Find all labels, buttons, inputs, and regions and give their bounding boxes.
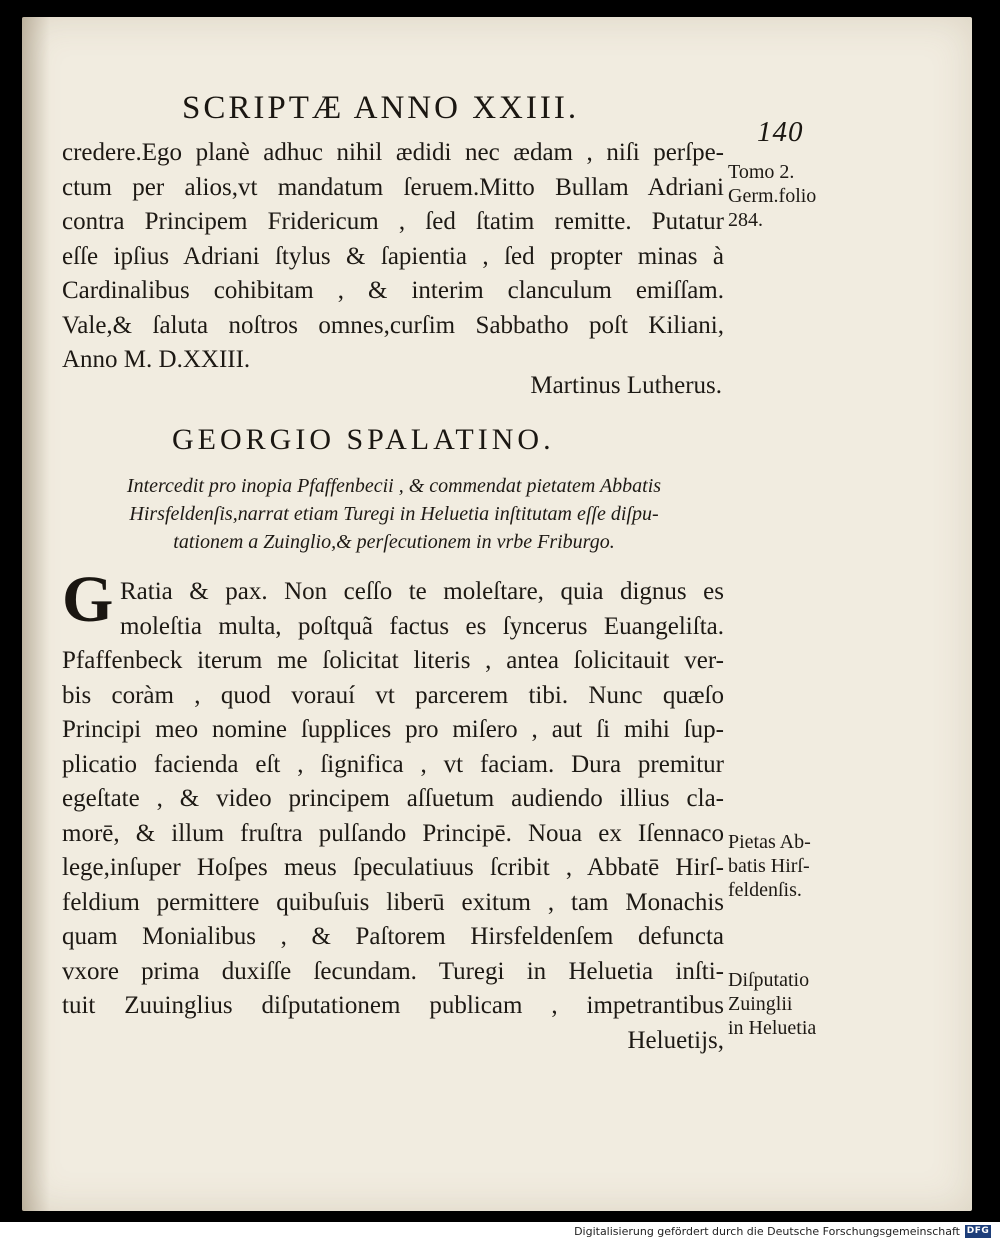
text-line: vxore prima duxiſſe ſecundam. Turegi in Heluetia inſti- [62,957,724,985]
signature: Martinus Lutherus. [530,372,722,399]
letter-summary [62,472,726,556]
text-line: lege,inſuper Hoſpes meus ſpeculatiuus ſcribit , Abbatē Hirſ- [62,854,724,881]
margin-note-line: 284. [728,209,763,231]
margin-note-line: Pietas Ab- [728,831,811,853]
dfg-logo: DFG [966,1226,990,1236]
summary-line: Intercedit pro inopia Pfaffenbecii , & commendat pietatem Abbatis [126,475,662,497]
margin-note-tomo [728,160,848,232]
running-head: SCRIPTÆ ANNO XXIII. [182,90,580,126]
text-line: Principi meo nomine ſupplices pro miſero , aut ſi mihi ſup- [62,716,724,743]
text-line: Ratia & pax. Non ceſſo te moleſtare, quia dignus es [120,578,724,605]
margin-note-line: Tomo 2. [728,161,795,183]
text-line: quam Monialibus , & Paſtorem Hirsfeldenſem defuncta [62,923,724,950]
text-line: bis coràm , quod vorauí vt parcerem tibi. Nunc quæſo [62,681,724,709]
margin-note-line: Zuinglii [728,993,793,1015]
text-line: credere.Ego planè adhuc nihil ædidi nec ædam , niſi perſpe- [62,139,724,166]
text-line: morē, & illum fruſtra pulſando Principē. Noua ex Iſennaco [62,819,724,847]
summary-line: Hirsfeldenſis,narrat etiam Turegi in Heluetia inſtitutam eſſe diſpu- [129,503,659,525]
text-line: Pfaffenbeck iterum me ſolicitat literis , antea ſolicitauit ver- [62,647,724,674]
text-line: tuit Zuuinglius diſputationem publicam , impetrantibus [62,992,724,1019]
margin-note-line: in Heluetia [728,1017,817,1039]
text-line: egeſtate , & video principem aſſuetum audiendo illius cla- [62,785,724,812]
margin-note-pietas [728,830,848,902]
text-line: Cardinalibus cohibitam , & interim clanculum emiſſam. [62,277,724,304]
letter-heading: GEORGIO SPALATINO. [172,423,555,456]
footer-bar [0,1222,1000,1241]
margin-note-line: batis Hirſ- [728,855,810,877]
margin-note-disputatio [728,968,848,1040]
text-line: plicatio facienda eſt , ſignifica , vt faciam. Dura premitur [62,750,724,778]
text-line: moleſtia multa, poſtquã factus es ſyncerus Euangeliſta. [120,612,724,640]
text-line: eſſe ipſius Adriani ſtylus & ſapientia , ſed propter minas à [62,242,724,270]
text-line: ctum per alios,vt mandatum ſeruem.Mitto Bullam Adriani [62,173,724,201]
text-line: Vale,& ſaluta noſtros omnes,curſim Sabbatho poſt Kiliani, [62,311,724,339]
margin-note-line: Germ.folio [728,185,817,207]
letter-conclusion [62,136,724,378]
folio-number: 140 [757,116,804,148]
summary-line: tationem a Zuinglio,& perſecutionem in vrbe Friburgo. [173,531,615,553]
drop-capital: G [62,563,114,636]
text-line: contra Principem Fridericum , ſed ſtatim remitte. Putatur [62,208,724,235]
margin-note-line: feldenſis. [728,879,802,901]
margin-note-line: Diſputatio [728,969,810,991]
letter-body [62,575,724,1058]
text-line: feldium permittere quibuſuis liberū exitum , tam Monachis [62,888,724,916]
funding-credit: Digitalisierung gefördert durch die Deutsche Forschungsgemeinschaft [574,1225,960,1238]
catchword-line: Heluetijs, [627,1026,724,1054]
text-line: Anno M. D.XXIII. [62,346,251,373]
